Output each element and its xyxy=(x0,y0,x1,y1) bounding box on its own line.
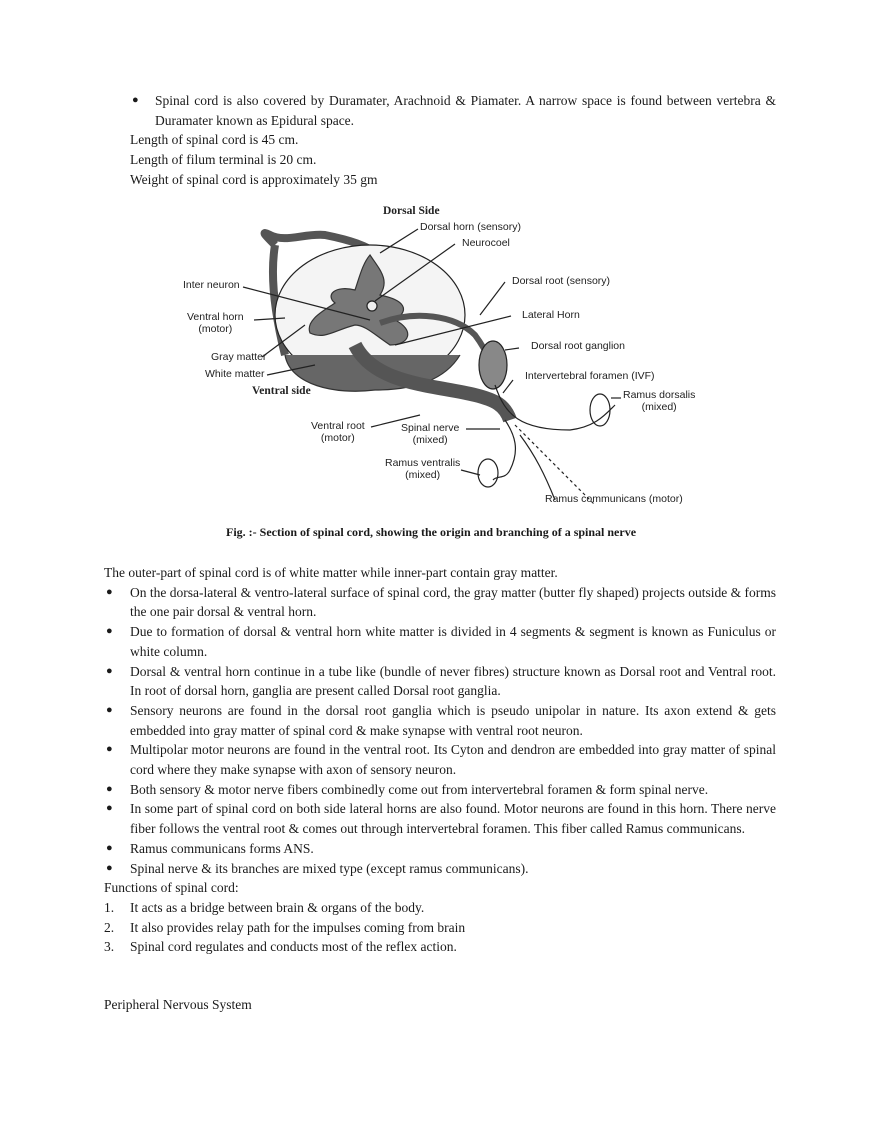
label-dorsal-horn: Dorsal horn (sensory) xyxy=(420,221,521,233)
label-ramus-communicans: Ramus communicans (motor) xyxy=(545,493,683,505)
label-ramus-ventralis-sub: (mixed) xyxy=(405,469,441,481)
fact-weight: Weight of spinal cord is approximately 35 gm xyxy=(130,171,378,187)
label-ventral-root xyxy=(311,420,365,444)
label-neurocoel: Neurocoel xyxy=(462,237,510,249)
fact-filum: Length of filum terminal is 20 cm. xyxy=(130,152,317,168)
bullet-row xyxy=(104,701,776,740)
label-dorsal-root: Dorsal root (sensory) xyxy=(512,275,611,287)
bullet-icon: ● xyxy=(106,625,113,638)
body-lead: The outer-part of spinal cord is of white matter while inner-part contain gray matter. xyxy=(104,565,558,580)
label-spinal-nerve xyxy=(401,422,459,446)
function-row xyxy=(104,937,776,957)
functions-list xyxy=(104,898,776,957)
intro-bullet: Spinal cord is also covered by Duramater, Arachnoid & Piamater. A narrow space is found between vertebra & Duramater known as Epidural space. xyxy=(155,93,776,128)
bullet-row xyxy=(104,662,776,701)
bullet-item: Both sensory & motor nerve fibers combinedly come out from intervertebral foramen & form spinal nerve. xyxy=(130,781,709,797)
label-white-matter: White matter xyxy=(205,368,265,380)
label-ventral-horn xyxy=(187,311,244,335)
bullet-row xyxy=(104,622,776,661)
function-row xyxy=(104,898,776,918)
label-ventral-root-text: Ventral root xyxy=(311,420,365,432)
function-number: 2. xyxy=(104,919,115,935)
label-ventral-horn-sub: (motor) xyxy=(198,323,233,335)
bullet-item: Multipolar motor neurons are found in the ventral root. Its Cyton and dendron are embedded into gray matter of spinal cord where they make synapse with axon of sensory neuron. xyxy=(130,742,776,778)
spinal-cord-figure xyxy=(175,205,705,545)
label-dorsal-root-ganglion: Dorsal root ganglion xyxy=(531,340,625,352)
bullet-row xyxy=(104,859,776,879)
bullet-row xyxy=(104,740,776,779)
body-section xyxy=(104,563,776,1015)
bullet-icon: ● xyxy=(106,782,113,795)
bullet-icon: ● xyxy=(106,743,113,756)
label-ramus-dorsalis-sub: (mixed) xyxy=(641,401,677,413)
label-ramus-dorsalis-text: Ramus dorsalis xyxy=(623,389,696,401)
function-number: 3. xyxy=(104,939,115,955)
bullet-row xyxy=(104,583,776,622)
function-item: It acts as a bridge between brain & organs of the body. xyxy=(130,899,425,915)
function-item: It also provides relay path for the impulses coming from brain xyxy=(130,919,466,935)
bullet-item: Sensory neurons are found in the dorsal root ganglia which is pseudo unipolar in nature. Its axon extend & gets embedded into gray matter of spinal cord & make synapse with ventral root neuron. xyxy=(130,702,776,738)
section-heading-pns: Peripheral Nervous System xyxy=(104,997,252,1013)
function-row xyxy=(104,918,776,938)
bullet-icon: ● xyxy=(106,861,113,874)
label-dorsal-side: Dorsal Side xyxy=(383,205,440,217)
label-spinal-nerve-text: Spinal nerve xyxy=(401,422,460,434)
bullet-icon: ● xyxy=(132,94,139,106)
bullet-row xyxy=(104,799,776,838)
bullet-row xyxy=(104,780,776,800)
bullet-row xyxy=(104,839,776,859)
bullet-icon: ● xyxy=(106,802,113,815)
label-ivf: Intervertebral foramen (IVF) xyxy=(525,370,655,382)
label-ventral-root-sub: (motor) xyxy=(320,432,355,444)
bullet-icon: ● xyxy=(106,585,113,598)
function-item: Spinal cord regulates and conducts most of the reflex action. xyxy=(130,939,457,955)
fact-length: Length of spinal cord is 45 cm. xyxy=(130,132,299,148)
bullet-item: Spinal nerve & its branches are mixed type (except ramus communicans). xyxy=(130,860,529,876)
intro-section xyxy=(104,91,776,190)
functions-heading: Functions of spinal cord: xyxy=(104,880,239,896)
label-ramus-ventralis xyxy=(385,457,460,481)
bullet-item: Due to formation of dorsal & ventral horn white matter is divided in 4 segments & segment is known as Funiculus or white column. xyxy=(130,624,776,659)
bullet-item: On the dorsa-lateral & ventro-lateral surface of spinal cord, the gray matter (butter fly shaped) projects outside & forms the one pair dorsal & ventral horn. xyxy=(130,584,776,620)
intro-bullet-row xyxy=(104,91,776,130)
figure-caption: Fig. :- Section of spinal cord, showing the origin and branching of a spinal nerve xyxy=(226,525,637,539)
bullet-item: Ramus communicans forms ANS. xyxy=(130,840,314,856)
label-lateral-horn: Lateral Horn xyxy=(522,309,580,321)
label-spinal-nerve-sub: (mixed) xyxy=(412,434,448,446)
bullet-item: Dorsal & ventral horn continue in a tube like (bundle of never fibres) structure known as Dorsal root and Ventral root. In root of dorsal horn, ganglia are present called Dorsal root ganglia. xyxy=(130,663,776,699)
label-ventral-side: Ventral side xyxy=(252,385,311,397)
label-inter-neuron: Inter neuron xyxy=(183,279,240,291)
label-ramus-dorsalis xyxy=(623,389,695,413)
bullet-icon: ● xyxy=(106,703,113,716)
label-ramus-ventralis-text: Ramus ventralis xyxy=(385,457,461,469)
bullet-item: In some part of spinal cord on both side lateral horns are also found. Motor neurons are found in this horn. There nerve fiber follows the ventral root & comes out through intervertebral foramen. This fiber called Ramus communicans. xyxy=(130,801,776,837)
label-gray-matter: Gray matter xyxy=(211,351,267,363)
label-ventral-horn-text: Ventral horn xyxy=(187,311,244,323)
bullet-icon: ● xyxy=(106,841,113,854)
function-number: 1. xyxy=(104,899,115,915)
bullet-icon: ● xyxy=(106,664,113,677)
bullet-list xyxy=(104,583,776,879)
